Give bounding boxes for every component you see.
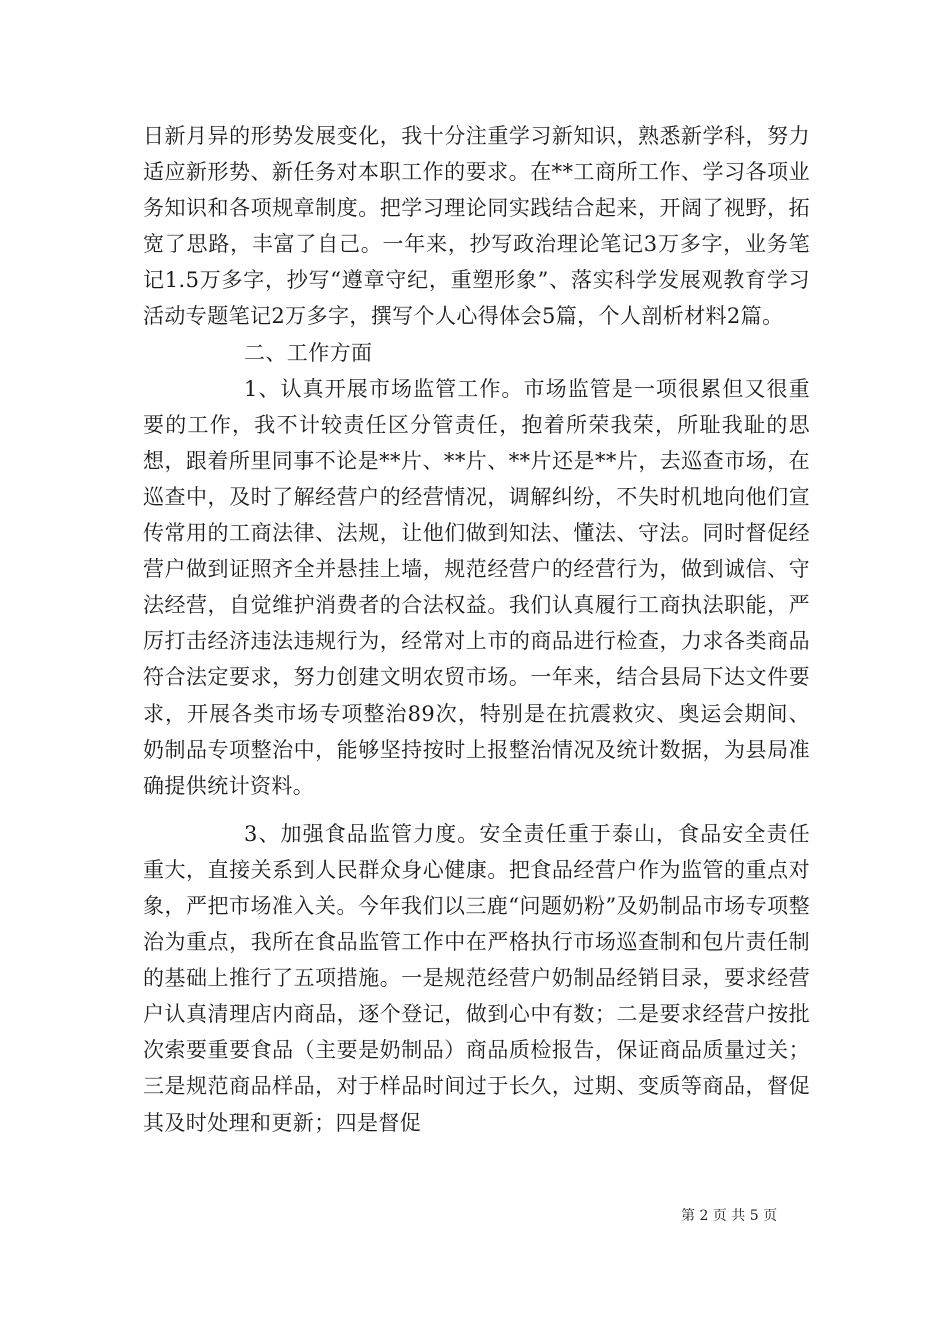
section-heading-work: 二、工作方面 [244, 340, 373, 365]
body-text [143, 118, 810, 1141]
paragraph-food-supervision: 3、加强食品监管力度。安全责任重于泰山，食品安全责任重大，直接关系到人民群众身心健康。把食品经营户作为监管的重点对象，严把市场准入关。今年我们以三鹿“问题奶粉”及奶制品市场专项整治为重点，我所在食品监管工作中在严格执行市场巡查制和包片责任制的基础上推行了五项措施。一是规范经营户奶制品经销目录，要求经营户认真清理店内商品，逐个登记，做到心中有数；二是要求经营户按批次索要重要食品（主要是奶制品）商品质检报告，保证商品质量过关；三是规范商品样品，对于样品时间过于长久，过期、变质等商品，督促其及时处理和更新；四是督促 [143, 821, 810, 1135]
page-number-footer: 第 2 页 共 5 页 [681, 1208, 778, 1224]
paragraph-study: 日新月异的形势发展变化，我十分注重学习新知识，熟悉新学科，努力适应新形势、新任务对本职工作的要求。在**工商所工作、学习各项业务知识和各项规章制度。把学习理论同实践结合起来，开阔了视野，拓宽了思路，丰富了自己。一年来，抄写政治理论笔记3万多字，业务笔记1.5万多字，抄写“遵章守纪，重塑形象”、落实科学发展观教育学习活动专题笔记2万多字，撰写个人心得体会5篇，个人剖析材料2篇。 [143, 124, 810, 329]
paragraph-market-supervision: 1、认真开展市场监管工作。市场监管是一项很累但又很重要的工作，我不计较责任区分管责任，抱着所荣我荣，所耻我耻的思想，跟着所里同事不论是**片、**片、**片还是**片，去巡查市场，在巡查中，及时了解经营户的经营情况，调解纠纷，不失时机地向他们宣传常用的工商法律、法规，让他们做到知法、懂法、守法。同时督促经营户做到证照齐全并悬挂上墙，规范经营户的经营行为，做到诚信、守法经营，自觉维护消费者的合法权益。我们认真履行工商执法职能，严厉打击经济违法违规行为，经常对上市的商品进行检查，力求各类商品符合法定要求，努力创建文明农贸市场。一年来，结合县局下达文件要求，开展各类市场专项整治89次，特别是在抗震救灾、奥运会期间、奶制品专项整治中，能够坚持按时上报整治情况及统计数据，为县局准确提供统计资料。 [143, 376, 810, 798]
